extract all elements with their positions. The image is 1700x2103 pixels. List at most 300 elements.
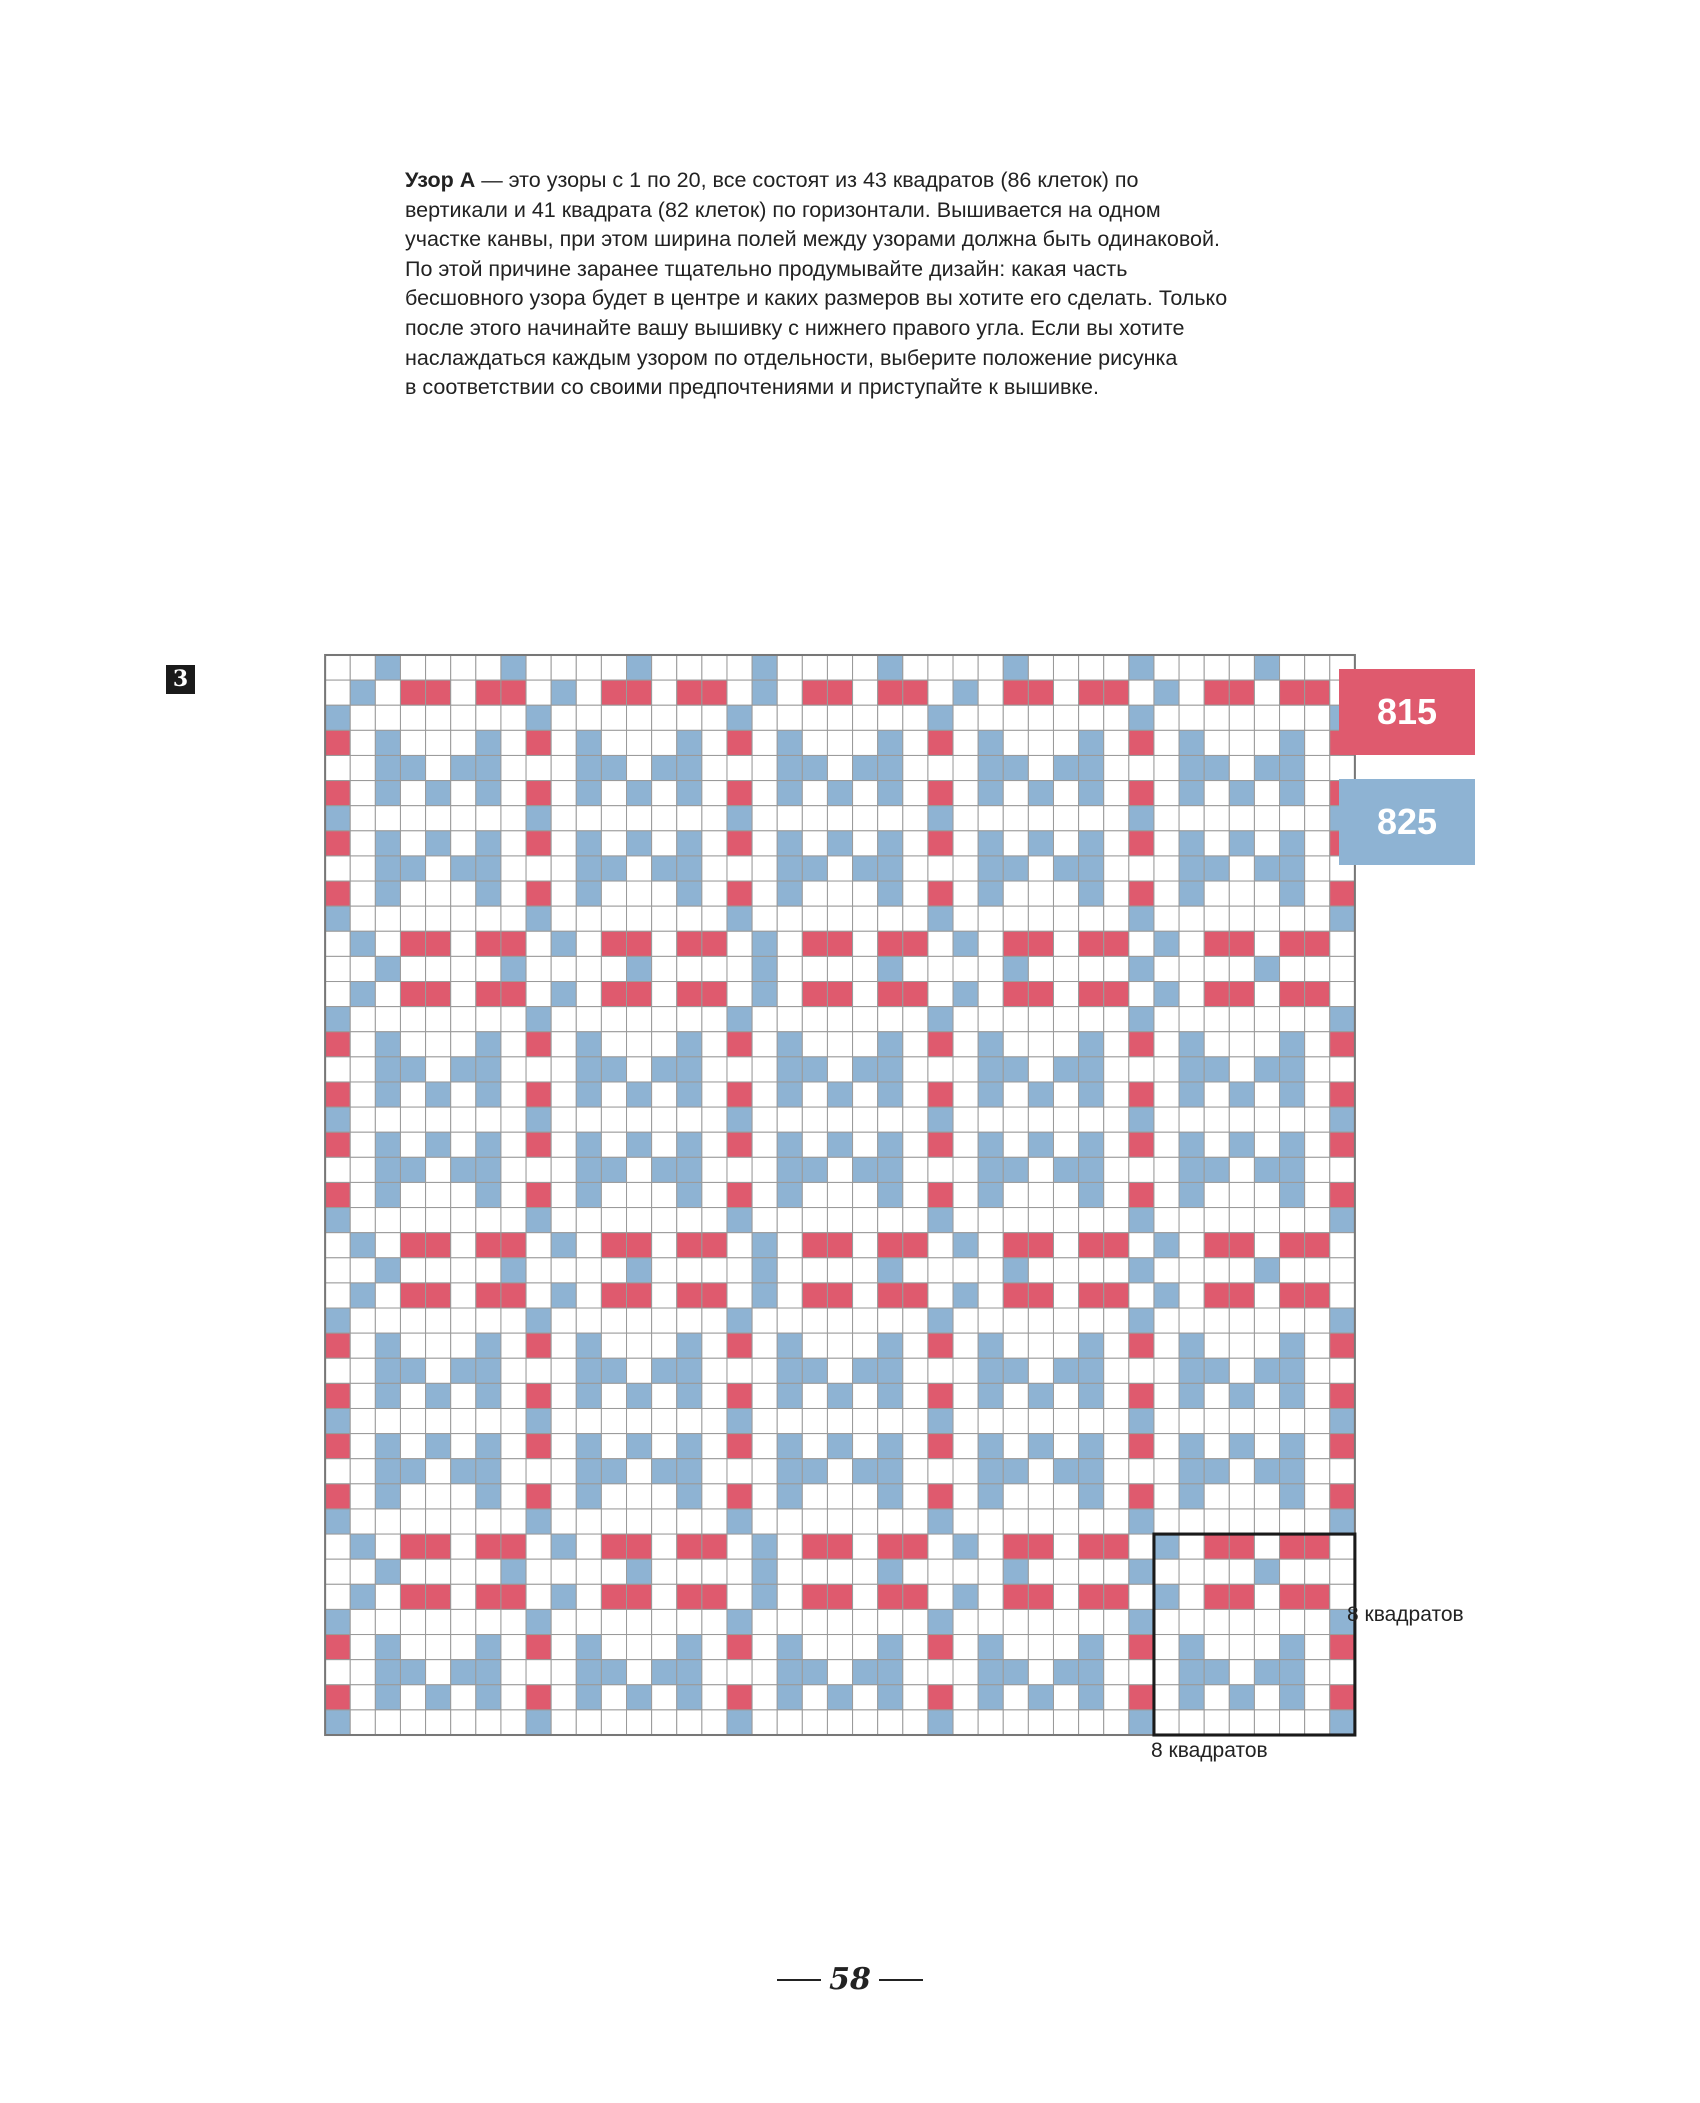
empty-cell xyxy=(903,1208,928,1233)
empty-cell xyxy=(1104,831,1129,856)
stitch-cell-825 xyxy=(827,781,852,806)
empty-cell xyxy=(1028,655,1053,680)
empty-cell xyxy=(1330,982,1355,1007)
empty-cell xyxy=(501,1308,526,1333)
empty-cell xyxy=(802,1484,827,1509)
stitch-cell-815 xyxy=(727,1132,752,1157)
empty-cell xyxy=(1280,1258,1305,1283)
empty-cell xyxy=(727,1157,752,1182)
empty-cell xyxy=(627,906,652,931)
stitch-cell-825 xyxy=(1179,1333,1204,1358)
empty-cell xyxy=(1104,1609,1129,1634)
stitch-cell-815 xyxy=(627,680,652,705)
empty-cell xyxy=(903,1358,928,1383)
empty-cell xyxy=(400,881,425,906)
empty-cell xyxy=(1154,1132,1179,1157)
empty-cell xyxy=(576,931,601,956)
stitch-cell-825 xyxy=(576,1484,601,1509)
empty-cell xyxy=(752,1383,777,1408)
empty-cell xyxy=(426,655,451,680)
stitch-cell-815 xyxy=(400,1233,425,1258)
empty-cell xyxy=(501,755,526,780)
empty-cell xyxy=(551,831,576,856)
stitch-cell-825 xyxy=(928,705,953,730)
stitch-cell-825 xyxy=(375,1434,400,1459)
empty-cell xyxy=(375,1584,400,1609)
empty-cell xyxy=(1104,705,1129,730)
stitch-cell-825 xyxy=(1280,1434,1305,1459)
empty-cell xyxy=(476,1710,501,1735)
empty-cell xyxy=(551,1509,576,1534)
empty-cell xyxy=(426,1609,451,1634)
empty-cell xyxy=(1028,1333,1053,1358)
stitch-cell-825 xyxy=(928,1408,953,1433)
stitch-cell-825 xyxy=(1079,881,1104,906)
empty-cell xyxy=(601,906,626,931)
stitch-cell-825 xyxy=(878,1082,903,1107)
empty-cell xyxy=(501,881,526,906)
stitch-cell-815 xyxy=(476,1233,501,1258)
empty-cell xyxy=(426,1710,451,1735)
empty-cell xyxy=(601,1308,626,1333)
empty-cell xyxy=(1079,655,1104,680)
empty-cell xyxy=(375,1208,400,1233)
empty-cell xyxy=(928,1258,953,1283)
empty-cell xyxy=(1179,655,1204,680)
empty-cell xyxy=(551,1459,576,1484)
empty-cell xyxy=(903,1459,928,1484)
empty-cell xyxy=(1154,1509,1179,1534)
empty-cell xyxy=(1330,1233,1355,1258)
empty-cell xyxy=(1204,806,1229,831)
empty-cell xyxy=(551,1057,576,1082)
stitch-cell-815 xyxy=(827,982,852,1007)
stitch-cell-825 xyxy=(576,1685,601,1710)
empty-cell xyxy=(652,1032,677,1057)
pattern-title: Узор А xyxy=(405,168,476,192)
empty-cell xyxy=(551,1208,576,1233)
empty-cell xyxy=(752,1308,777,1333)
empty-cell xyxy=(1104,1132,1129,1157)
stitch-cell-825 xyxy=(878,1434,903,1459)
empty-cell xyxy=(350,1509,375,1534)
empty-cell xyxy=(451,1408,476,1433)
empty-cell xyxy=(551,1333,576,1358)
stitch-cell-825 xyxy=(426,1685,451,1710)
empty-cell xyxy=(702,1685,727,1710)
empty-cell xyxy=(978,1559,1003,1584)
empty-cell xyxy=(903,1082,928,1107)
empty-cell xyxy=(802,705,827,730)
stitch-cell-825 xyxy=(325,1107,350,1132)
empty-cell xyxy=(752,1609,777,1634)
stitch-cell-825 xyxy=(878,1383,903,1408)
empty-cell xyxy=(501,1132,526,1157)
stitch-cell-825 xyxy=(777,1434,802,1459)
empty-cell xyxy=(1154,856,1179,881)
empty-cell xyxy=(375,806,400,831)
stitch-cell-825 xyxy=(627,1434,652,1459)
empty-cell xyxy=(802,1132,827,1157)
empty-cell xyxy=(601,1032,626,1057)
empty-cell xyxy=(903,1007,928,1032)
empty-cell xyxy=(652,1685,677,1710)
stitch-cell-825 xyxy=(350,680,375,705)
empty-cell xyxy=(627,755,652,780)
empty-cell xyxy=(727,956,752,981)
empty-cell xyxy=(1179,1584,1204,1609)
stitch-cell-825 xyxy=(476,881,501,906)
empty-cell xyxy=(400,730,425,755)
empty-cell xyxy=(752,1032,777,1057)
stitch-cell-815 xyxy=(400,680,425,705)
empty-cell xyxy=(601,1434,626,1459)
stitch-cell-825 xyxy=(777,1157,802,1182)
empty-cell xyxy=(551,1308,576,1333)
empty-cell xyxy=(853,956,878,981)
empty-cell xyxy=(702,1157,727,1182)
empty-cell xyxy=(1229,1007,1254,1032)
stitch-cell-815 xyxy=(727,781,752,806)
stitch-cell-825 xyxy=(601,755,626,780)
stitch-cell-815 xyxy=(1280,1584,1305,1609)
empty-cell xyxy=(1305,1509,1330,1534)
empty-cell xyxy=(827,1308,852,1333)
stitch-cell-825 xyxy=(978,1459,1003,1484)
empty-cell xyxy=(400,1484,425,1509)
stitch-cell-825 xyxy=(752,956,777,981)
stitch-cell-825 xyxy=(1280,1660,1305,1685)
empty-cell xyxy=(551,1358,576,1383)
empty-cell xyxy=(652,982,677,1007)
stitch-cell-825 xyxy=(1079,1157,1104,1182)
stitch-cell-825 xyxy=(375,1032,400,1057)
empty-cell xyxy=(928,1057,953,1082)
empty-cell xyxy=(1305,1308,1330,1333)
empty-cell xyxy=(476,1509,501,1534)
empty-cell xyxy=(1229,1635,1254,1660)
empty-cell xyxy=(1229,655,1254,680)
stitch-cell-825 xyxy=(1280,1182,1305,1207)
empty-cell xyxy=(1154,1459,1179,1484)
empty-cell xyxy=(1254,705,1279,730)
stitch-cell-815 xyxy=(727,1182,752,1207)
stitch-cell-825 xyxy=(802,1459,827,1484)
stitch-cell-825 xyxy=(1079,1383,1104,1408)
stitch-cell-825 xyxy=(878,1559,903,1584)
empty-cell xyxy=(752,1157,777,1182)
stitch-cell-825 xyxy=(1254,856,1279,881)
empty-cell xyxy=(953,1333,978,1358)
empty-cell xyxy=(426,755,451,780)
empty-cell xyxy=(476,655,501,680)
empty-cell xyxy=(853,831,878,856)
stitch-cell-825 xyxy=(777,856,802,881)
stitch-cell-825 xyxy=(551,1283,576,1308)
empty-cell xyxy=(1280,1710,1305,1735)
empty-cell xyxy=(652,1609,677,1634)
empty-cell xyxy=(953,755,978,780)
empty-cell xyxy=(802,956,827,981)
empty-cell xyxy=(1254,1208,1279,1233)
stitch-cell-825 xyxy=(727,1308,752,1333)
empty-cell xyxy=(978,1208,1003,1233)
stitch-cell-815 xyxy=(1129,1434,1154,1459)
empty-cell xyxy=(325,655,350,680)
stitch-cell-825 xyxy=(978,1635,1003,1660)
stitch-cell-815 xyxy=(1079,931,1104,956)
empty-cell xyxy=(802,1559,827,1584)
empty-cell xyxy=(375,1408,400,1433)
stitch-cell-815 xyxy=(928,781,953,806)
empty-cell xyxy=(652,1534,677,1559)
empty-cell xyxy=(400,1383,425,1408)
empty-cell xyxy=(325,1358,350,1383)
stitch-cell-815 xyxy=(1129,1082,1154,1107)
empty-cell xyxy=(476,1408,501,1433)
empty-cell xyxy=(400,1434,425,1459)
stitch-cell-825 xyxy=(1179,1157,1204,1182)
empty-cell xyxy=(1330,1358,1355,1383)
empty-cell xyxy=(777,1233,802,1258)
empty-cell xyxy=(827,1635,852,1660)
stitch-cell-815 xyxy=(476,1584,501,1609)
stitch-cell-825 xyxy=(476,1459,501,1484)
empty-cell xyxy=(350,1007,375,1032)
empty-cell xyxy=(1305,1182,1330,1207)
empty-cell xyxy=(953,1434,978,1459)
empty-cell xyxy=(1104,1509,1129,1534)
empty-cell xyxy=(752,1635,777,1660)
empty-cell xyxy=(1254,1635,1279,1660)
empty-cell xyxy=(451,1559,476,1584)
empty-cell xyxy=(1229,730,1254,755)
empty-cell xyxy=(1154,1358,1179,1383)
stitch-cell-825 xyxy=(878,1032,903,1057)
stitch-cell-825 xyxy=(1079,1082,1104,1107)
stitch-cell-815 xyxy=(1229,1534,1254,1559)
stitch-cell-825 xyxy=(1254,1258,1279,1283)
empty-cell xyxy=(752,1107,777,1132)
empty-cell xyxy=(853,1007,878,1032)
stitch-cell-825 xyxy=(878,1157,903,1182)
empty-cell xyxy=(1154,1157,1179,1182)
empty-cell xyxy=(551,1258,576,1283)
empty-cell xyxy=(1305,1685,1330,1710)
empty-cell xyxy=(526,1157,551,1182)
empty-cell xyxy=(1204,831,1229,856)
stitch-cell-815 xyxy=(878,1584,903,1609)
empty-cell xyxy=(1129,1358,1154,1383)
empty-cell xyxy=(953,1509,978,1534)
stitch-cell-815 xyxy=(702,982,727,1007)
empty-cell xyxy=(1079,1308,1104,1333)
empty-cell xyxy=(1028,1007,1053,1032)
empty-cell xyxy=(375,705,400,730)
empty-cell xyxy=(1179,1609,1204,1634)
stitch-cell-825 xyxy=(325,1308,350,1333)
stitch-cell-815 xyxy=(526,1685,551,1710)
stitch-cell-825 xyxy=(1129,1609,1154,1634)
empty-cell xyxy=(677,1509,702,1534)
stitch-cell-825 xyxy=(1053,1358,1078,1383)
empty-cell xyxy=(551,1484,576,1509)
empty-cell xyxy=(777,705,802,730)
empty-cell xyxy=(953,705,978,730)
empty-cell xyxy=(350,1559,375,1584)
stitch-cell-825 xyxy=(476,1685,501,1710)
empty-cell xyxy=(727,1283,752,1308)
stitch-cell-825 xyxy=(1280,1082,1305,1107)
stitch-cell-815 xyxy=(476,1534,501,1559)
stitch-cell-825 xyxy=(627,1258,652,1283)
stitch-cell-825 xyxy=(777,1484,802,1509)
empty-cell xyxy=(501,1082,526,1107)
stitch-cell-825 xyxy=(1129,1710,1154,1735)
stitch-cell-815 xyxy=(702,1283,727,1308)
empty-cell xyxy=(1003,1484,1028,1509)
empty-cell xyxy=(1154,755,1179,780)
empty-cell xyxy=(526,1233,551,1258)
stitch-cell-815 xyxy=(677,1233,702,1258)
empty-cell xyxy=(576,906,601,931)
stitch-cell-825 xyxy=(526,705,551,730)
stitch-cell-825 xyxy=(878,1132,903,1157)
empty-cell xyxy=(576,956,601,981)
empty-cell xyxy=(1028,1157,1053,1182)
empty-cell xyxy=(1003,1208,1028,1233)
empty-cell xyxy=(476,1308,501,1333)
empty-cell xyxy=(476,705,501,730)
empty-cell xyxy=(1254,1283,1279,1308)
stitch-cell-825 xyxy=(627,781,652,806)
empty-cell xyxy=(727,1057,752,1082)
empty-cell xyxy=(1204,730,1229,755)
stitch-cell-825 xyxy=(1280,781,1305,806)
stitch-cell-825 xyxy=(601,1358,626,1383)
empty-cell xyxy=(400,1509,425,1534)
empty-cell xyxy=(1053,1082,1078,1107)
stitch-cell-825 xyxy=(350,1584,375,1609)
empty-cell xyxy=(501,781,526,806)
stitch-cell-815 xyxy=(1129,1484,1154,1509)
empty-cell xyxy=(853,906,878,931)
stitch-cell-815 xyxy=(627,1584,652,1609)
empty-cell xyxy=(1028,1308,1053,1333)
empty-cell xyxy=(677,705,702,730)
stitch-cell-825 xyxy=(426,1082,451,1107)
empty-cell xyxy=(1129,1459,1154,1484)
empty-cell xyxy=(702,956,727,981)
empty-cell xyxy=(451,831,476,856)
empty-cell xyxy=(501,1358,526,1383)
stitch-cell-825 xyxy=(627,655,652,680)
empty-cell xyxy=(576,1308,601,1333)
stitch-cell-825 xyxy=(677,1157,702,1182)
empty-cell xyxy=(702,1308,727,1333)
stitch-cell-825 xyxy=(978,831,1003,856)
empty-cell xyxy=(451,956,476,981)
stitch-cell-825 xyxy=(677,881,702,906)
empty-cell xyxy=(903,1559,928,1584)
stitch-cell-825 xyxy=(1079,1182,1104,1207)
footer-rule-right xyxy=(879,1979,923,1981)
empty-cell xyxy=(400,1082,425,1107)
empty-cell xyxy=(928,1534,953,1559)
stitch-cell-825 xyxy=(1079,1685,1104,1710)
empty-cell xyxy=(576,806,601,831)
empty-cell xyxy=(953,1032,978,1057)
stitch-cell-825 xyxy=(1028,1685,1053,1710)
stitch-cell-815 xyxy=(1129,1383,1154,1408)
empty-cell xyxy=(1104,1157,1129,1182)
empty-cell xyxy=(526,1660,551,1685)
stitch-cell-825 xyxy=(928,1107,953,1132)
empty-cell xyxy=(627,1157,652,1182)
stitch-cell-825 xyxy=(501,956,526,981)
stitch-cell-825 xyxy=(978,1182,1003,1207)
empty-cell xyxy=(1280,956,1305,981)
empty-cell xyxy=(1229,1182,1254,1207)
empty-cell xyxy=(1104,1459,1129,1484)
empty-cell xyxy=(752,1408,777,1433)
stitch-cell-815 xyxy=(1280,1283,1305,1308)
stitch-cell-825 xyxy=(727,705,752,730)
empty-cell xyxy=(627,806,652,831)
empty-cell xyxy=(526,956,551,981)
stitch-cell-825 xyxy=(802,856,827,881)
stitch-cell-825 xyxy=(375,856,400,881)
empty-cell xyxy=(1179,906,1204,931)
empty-cell xyxy=(1053,1107,1078,1132)
empty-cell xyxy=(953,655,978,680)
empty-cell xyxy=(627,1007,652,1032)
stitch-cell-815 xyxy=(601,680,626,705)
empty-cell xyxy=(551,1434,576,1459)
stitch-cell-825 xyxy=(878,956,903,981)
empty-cell xyxy=(375,680,400,705)
empty-cell xyxy=(802,655,827,680)
stitch-cell-815 xyxy=(827,1534,852,1559)
stitch-cell-825 xyxy=(1003,755,1028,780)
stitch-cell-815 xyxy=(526,1132,551,1157)
stitch-cell-815 xyxy=(928,1032,953,1057)
stitch-cell-815 xyxy=(702,680,727,705)
empty-cell xyxy=(350,1107,375,1132)
empty-cell xyxy=(1179,680,1204,705)
empty-cell xyxy=(677,1007,702,1032)
empty-cell xyxy=(576,982,601,1007)
empty-cell xyxy=(627,1509,652,1534)
stitch-cell-825 xyxy=(1229,1383,1254,1408)
stitch-cell-825 xyxy=(576,755,601,780)
empty-cell xyxy=(1003,881,1028,906)
empty-cell xyxy=(853,781,878,806)
empty-cell xyxy=(853,1383,878,1408)
empty-cell xyxy=(1129,1057,1154,1082)
empty-cell xyxy=(777,1559,802,1584)
empty-cell xyxy=(827,1559,852,1584)
stitch-cell-815 xyxy=(1028,1534,1053,1559)
page-footer xyxy=(0,1962,1700,1997)
stitch-cell-825 xyxy=(727,1208,752,1233)
empty-cell xyxy=(953,1208,978,1233)
empty-cell xyxy=(350,1635,375,1660)
stitch-cell-825 xyxy=(325,806,350,831)
stitch-cell-825 xyxy=(1179,781,1204,806)
empty-cell xyxy=(903,1057,928,1082)
empty-cell xyxy=(1028,806,1053,831)
